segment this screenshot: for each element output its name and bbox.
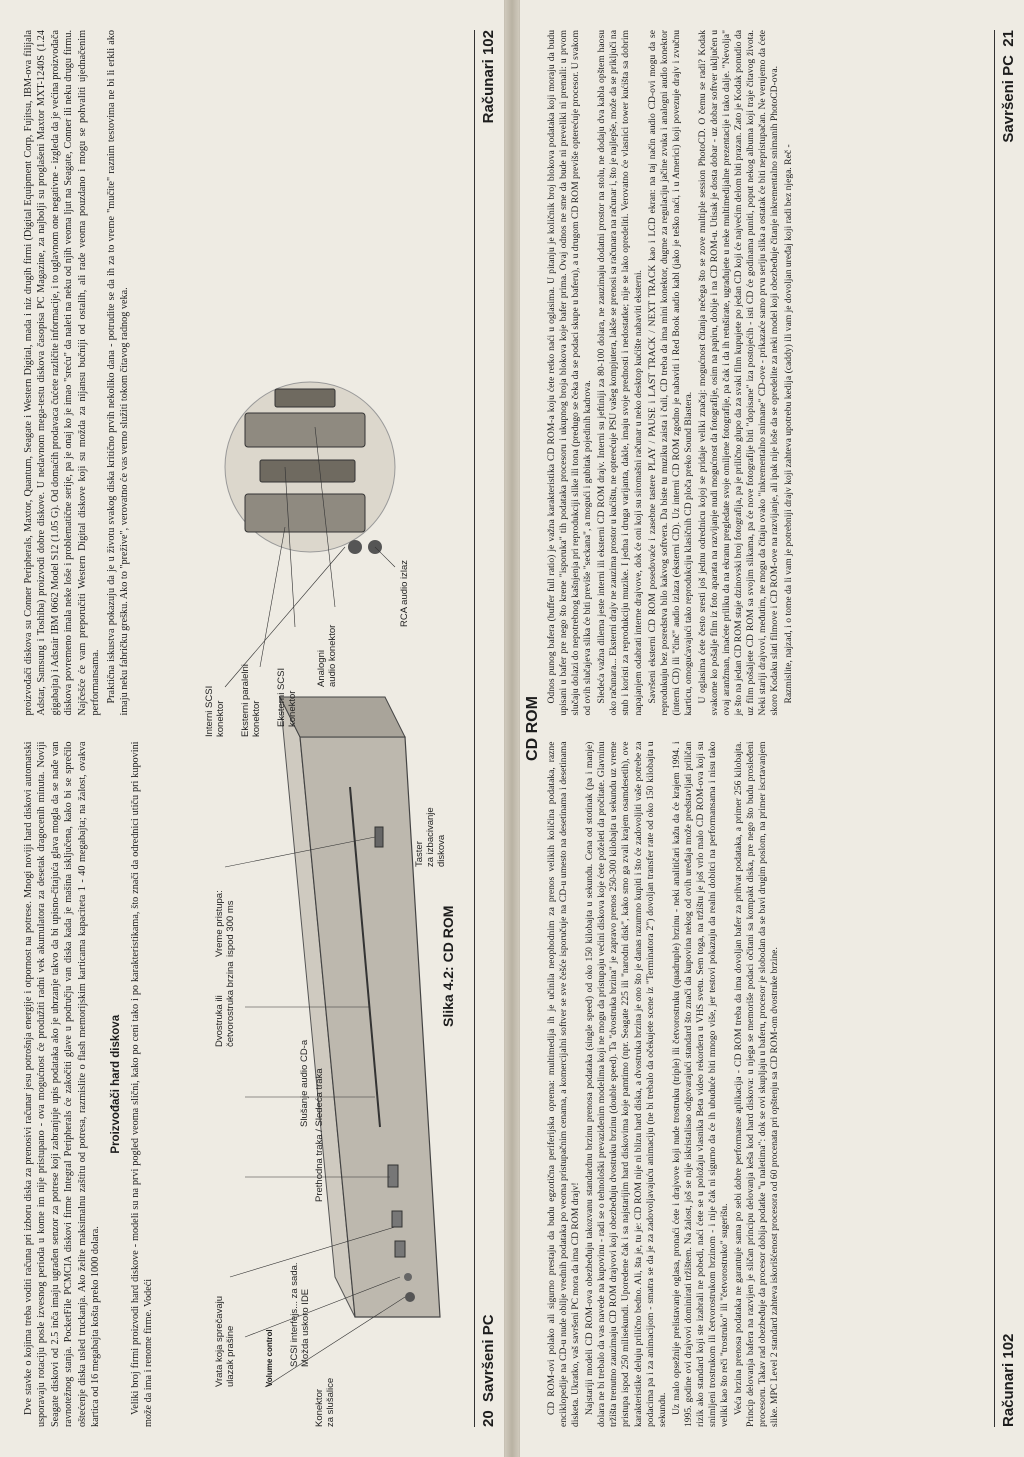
callout-rca-output: RCA audio izlaz [399, 559, 410, 627]
article-title: CD ROM [524, 696, 541, 761]
callout-internal-scsi: Interni SCSI konektor [204, 685, 226, 737]
page-number: 21 [1000, 30, 1017, 47]
paragraph: Odnos punog bafera (buffer full ratio) je važna karakteristika CD ROM-a koju ćete retko naći u oglasima. U pitanju je količnik broj blokova podataka koji moraju da budu upisani u bafer pre nego što krene "isporuka" tih podataka procesoru i ukupnog broja blokova koje bafer prima. Ovaj odnos ne sme da bude ni preveliki ni premali: u prvom slučaju dolazi do nepotrebnog kašnjenja pri reprodukciji slike ili tona (predugo se čeka da se podaci skupe u baferu), a u drugom CD ROM previše opterećuje procesor. U svakom od ovih slučajeva slika će biti previše "seckana", a mogući i gubitak pojedinih kadrova. [546, 30, 594, 716]
connector-cluster [225, 382, 395, 554]
callout-audio-cd: Slušanje audio CD-a [299, 1039, 310, 1127]
figure-caption: Slika 4.2: CD ROM [440, 905, 456, 1027]
right-page-content [520, 0, 1024, 1457]
left-column-2 [22, 30, 192, 716]
magazine-name: Računari 102 [1000, 1333, 1017, 1427]
right-column-1 [546, 742, 798, 1428]
paragraph: U oglasima ćete često sresti još jednu odrednicu kojoj se pridaje veliki značaj: mogućnost čitanja nečega što se zove multiple session PhotoCD. O čemu se radi? Kodak svakome ko pošalje film iz foto aparata na razvijanje nudi mogućnost da fotografije, osim na papiru, dobije i na CD ROM-u. Utisak je dosta dobar - uz dobar softver uključen u ovaj aranžman, imaćete priliku da na ekranu pregledate svoje omiljene fotografije, pa čak i da ih retuširate, ugrađujete u neke multimedijalne prezentacije i tako dalje. "Nevolja" je što na jedan CD ROM staje dzinovski broj fotografija, pa je prilično glupo da za svaki film kupujete po jedan CD koji će najvećim delom biti prazan. Zato je Kodak ponudio da uz film pošaljete CD ROM sa svojim slikama, pa će nove fotografije biti "dopisane" iza postojećih - isti CD će godinama puniti, poput nekog albuma koji traje čitavog života. Neki stariji drajvovi, međutim, ne mogu da čitaju ovako "inkrementalno snimane" CD-ove - prikazaće samo prvu seriju slika a ostatak će biti nepristupačan. Ne verujemo da ćete skoro Kodaku slati filmove i CD ROM-ove na razvijanje, ali ipak nije loše da se opredelite za neki model koji obezbeđuje čitanje inkrementalno snimanih PhotoCD-ova. [696, 30, 781, 716]
paragraph: Veliki broj firmi proizvodi hard diskove - modeli su na prvi pogled veoma slični, kako po ceni tako i po karakteristikama, što znači da odrednici utiču pri kupovini može da ima i renome firme. Vodeći [129, 741, 155, 1427]
left-text-columns [22, 30, 192, 1427]
left-page [0, 0, 505, 1457]
paragraph: Razmislite, najzad, i o tome da li vam je potrebniji drajv koji zahteva upotrebu kedija (caddy) ili vam je dovoljan uređaj koji radi bez njega. Reč - [783, 144, 795, 704]
paragraph: Veća brzina prenosa podataka ne garantuje sama po sebi dobre performanse aplikacija - CD ROM treba da ima dovoljan bafer za prihvat podataka, a primer 256 kilobajta. Princip delovanja bafera na razvijen je sličan principu delovanja keša kod hard diskova: u njega se memoriše podaci očitani sa kompakt diska, pre nego što budu prosleđeni procesoru. Takav rad obezbeđuje da procesor dobija podatke "u naletima": dok se ovi skupljaju u baferu, procesor je slobodan da se bavi drugim poslom, na primer iscrtavanjem slike. MPC Level 2 standard zahteva iskorišćenost procesora od 60 procenata pri opštenju sa CD ROM-om dvostruke brzine. [733, 741, 781, 1427]
magazine-name: Računari 102 [480, 30, 497, 124]
paragraph: Praktična iskustva pokazuju da je u životu svakog diska kritično prvih nekoliko dana - potrudite se da ih za to vreme "mučite" raznim testovima ne bi li erkli ako imaju neku fabričku grešku. Ako to "prežive", verovatno će vas verno služiti tokom čitavog radnog veka. [105, 30, 131, 716]
right-column-2 [546, 30, 798, 716]
paragraph: Savršeni eksterni CD ROM posedovaće i zasebne tastere PLAY / PAUSE i LAST TRACK / NEXT TRACK kao i LCD ekran: na taj način audio CD-ovi mogu da se reprodukuju bez posredstva bilo kakvog softvera. Da biste tu muziku zaista i čuli, CD treba da ima mini konektor, dugme za regulaciju jačine zvuka i analogni audio konektor (interni CD) ili "činč" audio izlaza (eksterni CD). Uz interni CD ROM zgodno je nabaviti i Red Book audio kabl (jako je teško naći, i u Americi) koji povezuje drajv i zvučnu karticu, omogućavajući tako reprodukciju klasičnih CD ploča preko Sound Blastera. [646, 30, 694, 716]
callout-access-time: Vreme pristupa: ispod 300 ms [214, 890, 236, 957]
section-title: Savršeni PC [480, 1314, 497, 1402]
paragraph: proizvođači diskova su Conner Peripherals, Maxtor, Quantum, Seagate i Western Digital, mada i niz drugih firmi (Digital Equipment Corp, Fujitsu, IBM-ova filijala Adstar, Samsung i Toshiba) proizvodi dobre diskove. U nedavnom mega-testu diskova časopisa PC Magazine, za najbolji su proglašeni Maxtor MXT-1240S (1.24 gigabajta) i Adstair IBM 0662 Model S12 (1.05 G). Od domaćih prodavaca čućete različite informacije, i to uglavnom one negativne - izgleda da je većina proizvođača diskova povremeno imala neke loše i problematične serije, pa je onaj ko je imao "sreću" da naleti na neku od njih veoma ljut na Seagate, Conner ili neku drugu firmu. Najčešće će vam preporučiti Western Digital diskove koji su možda za nijansu bučniji od ostalih, ali rade veoma pouzdano i mogu se pohvaliti ujednačenim performansama. [23, 30, 102, 716]
callout-scsi-interface: SCSI interfejs... za sada. Možda uskoro IDE [289, 1262, 311, 1367]
callout-analog-audio: Analogni audio konektor [316, 624, 338, 687]
paragraph: Najstariji modeli CD ROM-ova obezbeđuju takozvanu standardnu brzinu prenosa podataka (single speed) od oko 150 kilobajta u sekundu. Cena od stotinak (pa i manje) dolara ne bi trebalo da vas navede na kupovinu - radi se o tehnološki prevaziđenim modelima koji ne mogu da pristupaju većini diskova koje ćete poželeti da pročitate. Glavninu tržišta trenutno zauzimaju CD ROM drajvovi koji obezbeđuju dvostruku brzinu (double speed). Ta "dvostruka brzina" je zapravo prenos 250-300 kilobajta u sekundu uz vreme pristupa ispod 250 milisekundi. Uporedene čak i sa najstarijim hard diskovima koje pamtimo (npr. Seagate 225 ili "narodni disk", kako smo ga zvali krajem osamdesetih), ove karakteristike deluju prilično bedno. Ali, šta je, tu je: CD ROM nije ni blizu hard diska, a dvostruka brzina je ono što je danas razumno kupiti i što će zadovoljiti vaše potrebe za podacima pa i za animacijom - smatra se da je za zadovoljavajuću animaciju (ne bi trebalo da očekujete scene iz "Terminatora 2") dovoljan transfer rate od oko 150 kilobajta u sekundu. [584, 741, 668, 1427]
callout-dust-door: Vrata koja sprečavaju ulazak prašine [214, 1295, 236, 1387]
page-number: 20 [480, 1410, 497, 1427]
cd-rom-figure [205, 277, 455, 1427]
callout-headphone-jack: Konektor za slušalice [314, 1377, 336, 1427]
callout-speed: Dvostruka ili četvorostruka brzina [214, 961, 236, 1047]
callout-external-parallel: Eksterni paralelni konektor [240, 664, 262, 737]
callout-track-buttons: Prethodna traka / Sledeća traka [314, 1068, 325, 1202]
left-folio [474, 30, 497, 1427]
callout-volume-control: Volume control [265, 1329, 274, 1387]
folio-right-group [1000, 30, 1017, 143]
paragraph: Sledeća važna dilema jeste interni ili eksterni CD ROM drajv. Interni su jeftiniji za 80-100 dolara, ne zauzimaju dodatni prostor na stolu, ne dodaju dva kabla opštem haosu oko računara... Eksterni drajv ne zauzima prostor u kućištu, ne opterećuje PSU vašeg kompjutera, lakše se prenosi sa računara na računar i, što je najlepše, može da se priključi na stub i koristi za reprodukciju muzike. I jedna i druga varijanta, dakle, imaju svoje prednosti i nedostatke; nije se lako opredeliti. Verovatno će vlasnici tower kućišta sa dobrim napajanjem odabrati interne drajvove, dok će oni koji su siromašni računar u neko desktop kućište nabaviti eksterni. [596, 30, 644, 716]
paragraph: Dve stavke o kojima treba voditi računa pri izboru diska za prenosivi računar jesu potrošnja energije i otpornost na potrese. Mnogi noviji hard diskovi automatski usporavaju rotaciju posle izvesnog perioda u kome im nije pristupano - ova mogućnost će produžiti radni vek akumulatora za desetak dragocenih minuta. Noviji Seagate diskovi od 2.5 inča imaju ugrađen senzor za potrese koji zabranjuje upis podataka ako je ubrzanje takvo da bi upisno-čitajuća glava mogla da se nađe van ravnotežnog stanja. PocketFile PCMCIA diskovi firme Integral Peripherals će zakočiti glave u području van diska kada je mašina isključena, kako bi se sprečilo oštećenje diska usled truckanja. Ako želite maksimalnu zaštitu od potresa, razmislite o flash memorijskim karticama kapaciteta 1 - 40 megabajta; na žalost, ovakva kartica od 16 megabajta košta preko 1000 dolara. [23, 741, 102, 1427]
right-text-columns [546, 30, 798, 1427]
left-column-1 [22, 742, 192, 1428]
paragraph: CD ROM-ovi polako ali sigurno prestaju da budu egzotična periferijska oprema: multimedija ih je učinila neophodnim za prenos velikih količina podataka, razne enciklopedije na CD-u nude obilje vrednih podataka po veoma pristupačnim cenama, a komercijalni softver se sve češće isporučuje na CD-u umesto na desetinama i desetinama disketa. Ukratko, vaš savršeni PC mora da ima CD ROM drajv! [546, 741, 582, 1427]
section-title: Savršeni PC [1000, 55, 1017, 143]
section-heading: Proizvođači hard diskova [109, 1014, 122, 1154]
left-page-content [0, 0, 505, 1457]
right-folio [994, 30, 1017, 1427]
callout-eject-button: Taster za izbacivanje diskova [414, 807, 447, 867]
folio-left-group [480, 1314, 497, 1427]
paragraph: Uz malo opsežnije prelistavanje oglasa, pronaći ćete i drajvove koji nude trostruku (triple) ili četvorostruku (quadruple) brzinu - neki analitičari kažu da će krajem 1994. i 1995. godine ovi drajvovi dominirati tržištem. Na žalost, još se nije iskristalisao odgovarajući standard što znači da kupovina nekog od ovih uređaja može predstavljati priličan rizik ako standard koji ste izabrali ne pobedi, naći ćete se u položaju vlasnika Beta video rekordera u VHS svetu. Sem toga, na tržištu je još vrlo malo CD ROM-ova koji su snimljeni trostrukom ili četvorostrukom brzinom - i nije čak ni sigurno da će ih ubuduće biti mnogo više, jer testovi pokazuju da realni dobitci na performansama i nisu tako veliki kao što reči "trostruko" ili "četvorostruko" sugerišu. [670, 741, 731, 1427]
callout-external-scsi: Eksterni SCSI konektor [276, 667, 298, 727]
right-page [519, 0, 1024, 1457]
page-gutter [505, 0, 519, 1457]
